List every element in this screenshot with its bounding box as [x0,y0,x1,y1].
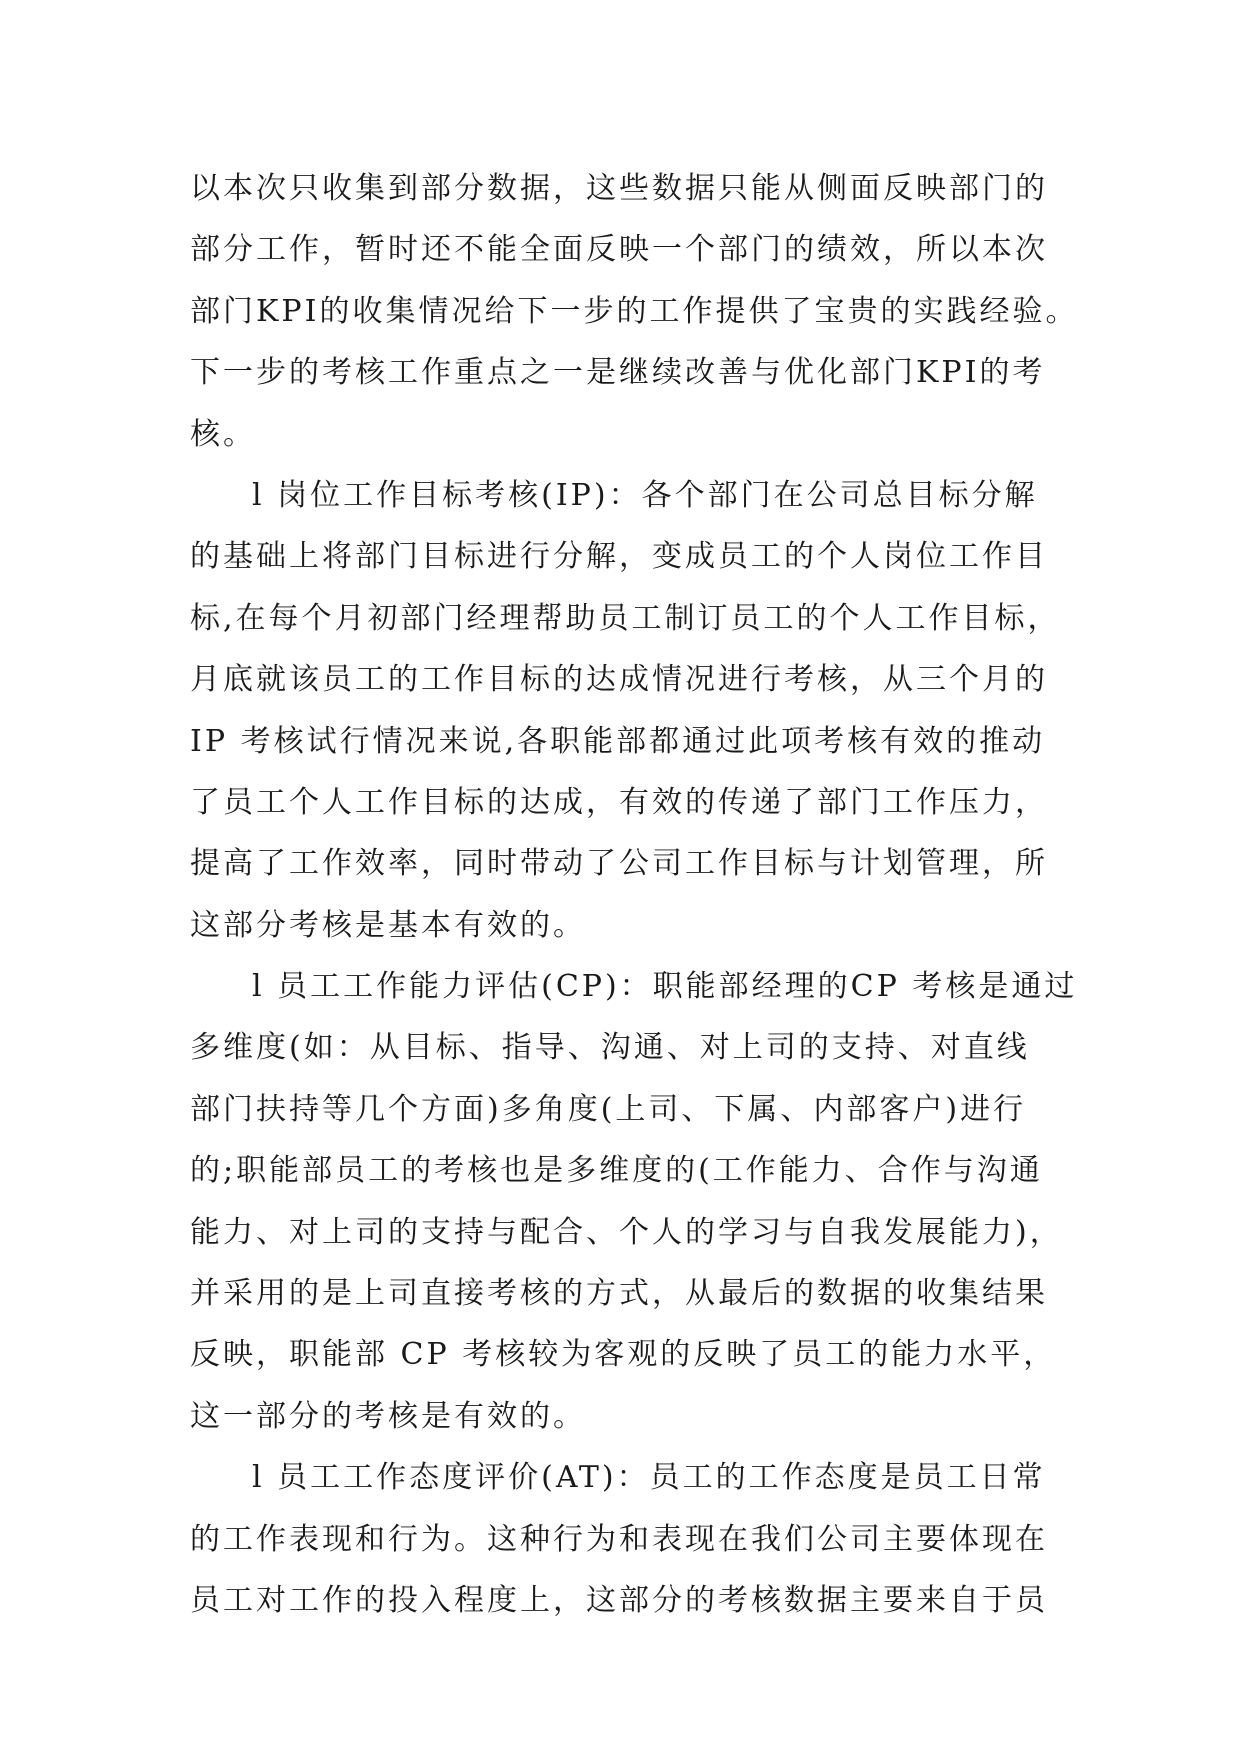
text-line: 了员工个人工作目标的达成，有效的传递了部门工作压力， [190,784,1048,820]
text-line: 这一部分的考核是有效的。 [190,1398,586,1434]
text-line: 的工作表现和行为。这种行为和表现在我们公司主要体现在 [190,1521,1048,1557]
text-line: 部门扶持等几个方面)多角度(上司、下属、内部客户)进行 [190,1091,1027,1127]
paragraph-first-line: l 员工工作能力评估(CP)：职能部经理的CP 考核是通过 [252,969,1078,1005]
text-line: 部分工作，暂时还不能全面反映一个部门的绩效，所以本次 [190,232,1048,268]
text-line: 下一步的考核工作重点之一是继续改善与优化部门KPI的考 [190,355,1046,391]
paragraph-first-line: l 员工工作态度评价(AT)：员工的工作态度是员工日常 [252,1460,1046,1496]
text-line: 的;职能部员工的考核也是多维度的(工作能力、合作与沟通 [190,1153,1043,1189]
body-text [190,158,1090,1631]
text-line: 提高了工作效率，同时带动了公司工作目标与计划管理，所 [190,846,1048,882]
text-line: 核。 [190,416,256,452]
text-line: 月底就该员工的工作目标的达成情况进行考核，从三个月的 [190,662,1048,698]
text-line: IP 考核试行情况来说,各职能部都通过此项考核有效的推动 [190,723,1046,759]
text-line: 以本次只收集到部分数据，这些数据只能从侧面反映部门的 [190,171,1048,206]
text-line: 标,在每个月初部门经理帮助员工制订员工的个人工作目标， [190,600,1061,636]
text-line: 并采用的是上司直接考核的方式，从最后的数据的收集结果 [190,1276,1048,1312]
text-line: 部门KPI的收集情况给下一步的工作提供了宝贵的实践经验。 [190,293,1079,329]
text-line: 能力、对上司的支持与配合、个人的学习与自我发展能力)， [190,1214,1063,1250]
paragraph-first-line: l 岗位工作目标考核(IP)：各个部门在公司总目标分解 [252,477,1038,513]
text-line: 多维度(如：从目标、指导、沟通、对上司的支持、对直线 [190,1030,1030,1066]
text-line: 反映，职能部 CP 考核较为客观的反映了员工的能力水平， [190,1337,1057,1373]
text-line: 的基础上将部门目标进行分解，变成员工的个人岗位工作目 [190,539,1048,575]
text-line: 这部分考核是基本有效的。 [190,907,586,943]
text-line: 员工对工作的投入程度上，这部分的考核数据主要来自于员 [190,1582,1048,1618]
